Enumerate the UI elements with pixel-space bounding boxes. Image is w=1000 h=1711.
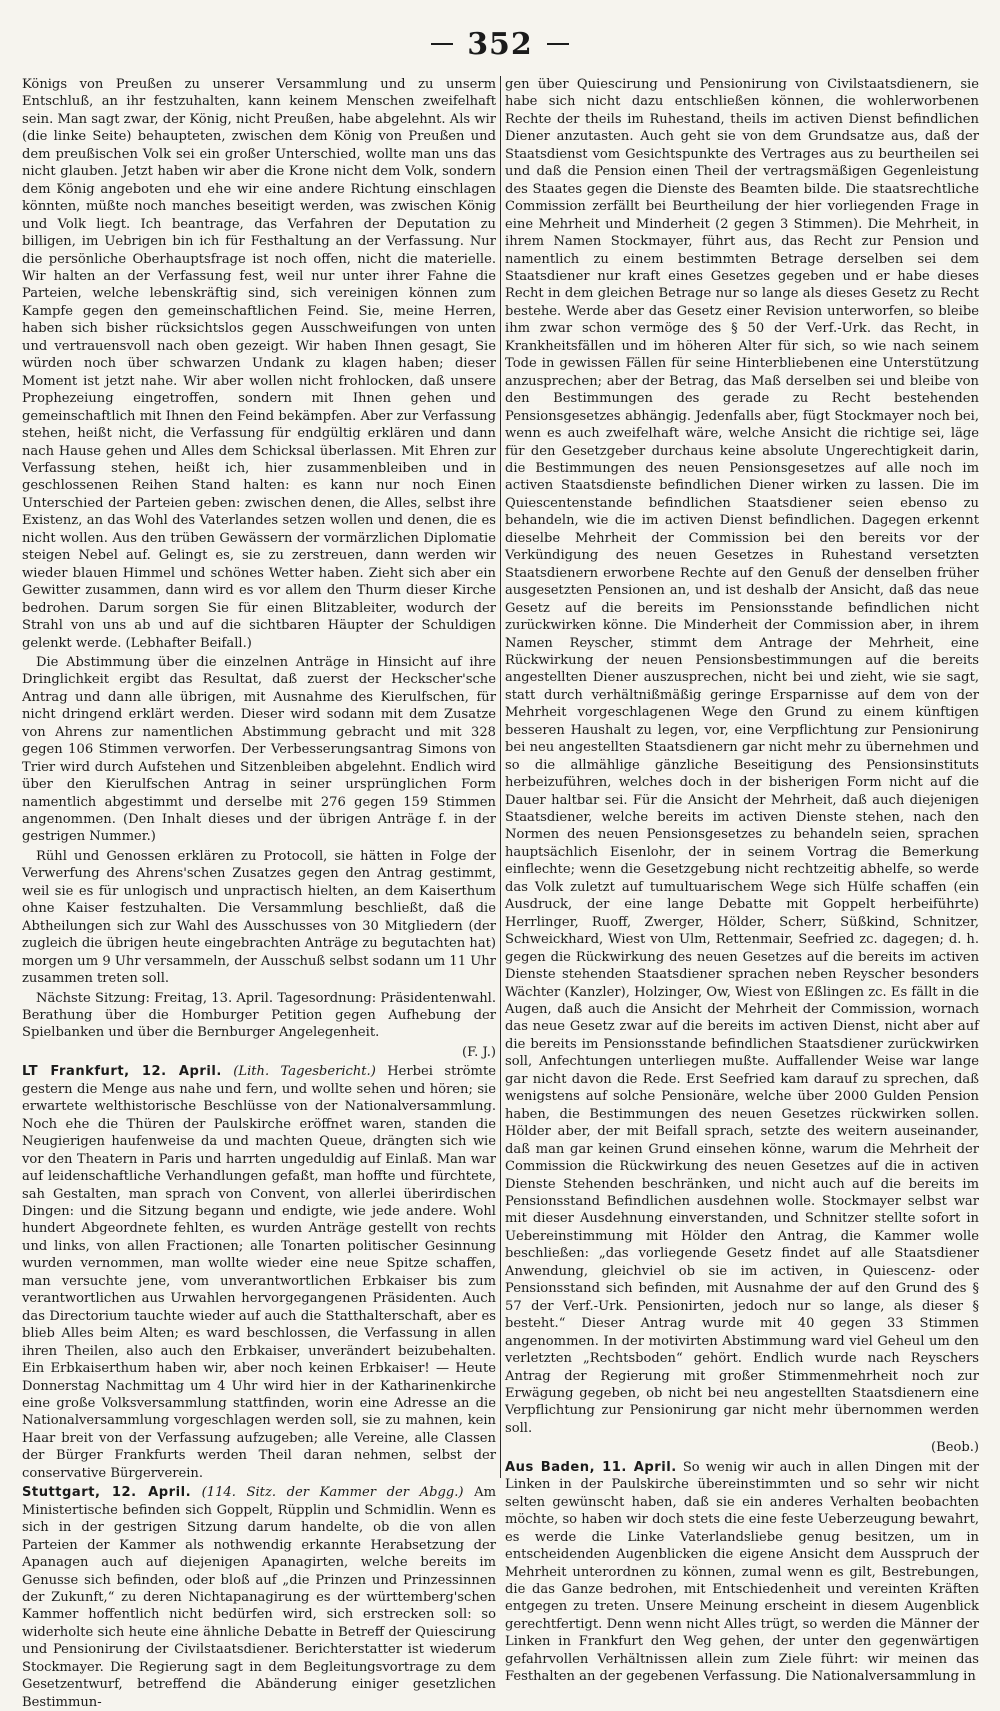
left-column (22, 76, 496, 1710)
left-paragraph-5 (22, 1063, 496, 1482)
right-column (505, 76, 979, 1685)
column-divider (500, 76, 501, 1478)
right-paragraph-1: gen über Quiescirung und Pensionirung von Civilstaatsdienern, sie habe sich nicht dazu entschließen können, die wohlerworbenen Rechte der theils im Ruhestand, theils im activen Dienst befindlichen Diener anzutasten. Auch geht sie von dem Grundsatze aus, daß der Staatsdienst vom Gesichtspunkte des Vertrages aus zu beurtheilen sei und daß die Pension einen Theil der vertragsmäßigen Gegenleistung des Staates gegen die Dienste des Beamten bilde. Die staatsrechtliche Commission zerfällt bei Beurtheilung der hier vorliegenden Frage in eine Mehrheit und Minderheit (2 gegen 3 Stimmen). Die Mehrheit, in ihrem Namen Stockmayer, führt aus, das Recht zur Pension und namentlich zu einem bestimmten Betrage derselben sei dem Staatsdiener nur kraft eines Gesetzes gegeben und er habe dieses Recht in dem gleichen Betrage nur so lange als dieses Gesetz zu Recht bestehe. Werde aber das Gesetz einer Revision unterworfen, so bleibe ihm zwar schon vermöge des § 50 der Verf.-Urk. das Recht, in Krankheitsfällen und im höheren Alter für sich, so wie nach seinem Tode in gewissen Fällen für seine Hinterbliebenen eine Unterstützung anzusprechen; aber der Betrag, das Maß derselben sei und bleibe von den Bestimmungen des gerade zu Recht bestehenden Pensionsgesetzes abhängig. Jedenfalls aber, fügt Stockmayer noch bei, wenn es auch zweifelhaft wäre, welche Ansicht die richtige sei, läge für den Gesetzgeber durchaus keine absolute Ungerechtigkeit darin, die Bestimmungen des neuen Pensionsgesetzes auf alle noch im activen Staatsdienste befindlichen Diener wirken zu lassen. Die im Quiescentenstande befindlichen Staatsdiener seien ebenso zu behandeln, wie die im activen Dienst befindlichen. Dagegen erkennt dieselbe Mehrheit der Commission bei den bereits vor der Verkündigung des neuen Gesetzes in Ruhestand versetzten Staatsdienern erworbene Rechte auf den Genuß der denselben früher ausgesetzten Pensionen an, und ist deshalb der Ansicht, daß das neue Gesetz auf die bereits im Pensionsstande befindlichen nicht zurückwirken könne. Die Minderheit der Commission aber, in ihrem Namen Reyscher, stimmt dem Antrage der Mehrheit, eine Rückwirkung der neuen Pensionsbestimmungen auf die bereits angestellten Diener auszusprechen, nicht bei und zieht, wie sie sagt, statt durch verhältnißmäßig geringe Ersparnisse auf dem von der Mehrheit vorgeschlagenen Wege den Grund zu einem künftigen besseren Haushalt zu legen, vor, eine Verpflichtung zur Pensionirung bei neu angestellten Staatsdienern gar nicht mehr zu übernehmen und so die allmählige gänzliche Beseitigung des Pensionsinstituts herbeizuführen, welches doch in der bisherigen Form nicht auf die Dauer haltbar sei. Für die Ansicht der Mehrheit, daß auch diejenigen Staatsdiener, welche bereits im activen Dienste stehen, nach den Normen des neuen Pensionsgesetzes zu behandeln seien, sprachen hauptsächlich Eisenlohr, der in seinem Vortrag die Bemerkung einflechte; wenn die Gesetzgebung nicht rechtzeitig abhelfe, so werde das Volk zuletzt auf tumultuarischem Wege sich Hülfe schaffen (ein Ausdruck, der eine lange Debatte mit Goppelt herbeiführte) Herrlinger, Ruoff, Zwerger, Hölder, Scherr, Süßkind, Schnitzer, Schweickhard, Wiest von Ulm, Rettenmair, Seefried zc. dagegen; d. h. gegen die Rückwirkung des neuen Gesetzes auf die bereits im activen Dienste stehenden Staatsdiener sprachen neben Reyscher besonders Wächter (Kanzler), Holzinger, Ow, Wiest von Eßlingen zc. Es fällt in die Augen, daß auch die Ansicht der Mehrheit der Commission, wornach das neue Gesetz zwar auf die bereits im activen Dienst, nicht aber auf die bereits im Pensionsstande befindlichen Staatsdiener zurückwirken soll, Anfechtungen unterliegen mußte. Auffallender Weise war lange gar nicht davon die Rede. Erst Seefried kam darauf zu sprechen, daß wenigstens auf solche Pensionäre, welche über 2000 Gulden Pension haben, die Bestimmungen des neuen Gesetzes rückwirken sollen. Hölder aber, der mit Beifall sprach, setzte des weitern auseinander, daß man gar keinen Grund einsehen könne, warum die Mehrheit der Commission die Rückwirkung des neuen Gesetzes auf die in activen Dienste Stehenden beschränken, und nicht auch auf die bereits im Pensionsstand Befindlichen ausdehnen wolle. Stockmayer selbst war mit dieser Ausdehnung einverstanden, und Schnitzer stellte sofort in Uebereinstimmung mit Hölder den Antrag, die Kammer wolle beschließen: „das vorliegende Gesetz findet auf alle Staatsdiener Anwendung, gleichviel ob sie im activen, in Quiescenz- oder Pensionsstand sich befinden, mit Ausnahme der auf den Grund des § 57 der Verf.-Urk. Pensionirten, jedoch nur so lange, als dieser § besteht.“ Dieser Antrag wurde mit 40 gegen 33 Stimmen angenommen. In der motivirten Abstimmung ward viel Geheul um den verletzten „Rechtsboden“ gehört. Endlich wurde nach Reyschers Antrag der Regierung mit großer Stimmenmehrheit noch zur Erwägung gegeben, ob nicht bei neu angestellten Staatsdienern eine Verpflichtung zur Pensionirung gar nicht mehr übernommen werden soll. (505, 77, 979, 1436)
header-dash-left (431, 43, 453, 45)
stuttgart-source: (114. Sitz. der Kammer der Abgg.) (201, 1485, 464, 1501)
left-paragraph-1: Königs von Preußen zu unserer Versammlung und zu unserm Entschluß, an ihr festzuhalten, kann keinem Menschen zweifelhaft sein. Man sagt zwar, der König, nicht Preußen, habe abgelehnt. Als wir (die linke Seite) behaupteten, zwischen dem König von Preußen und dem preußischen Volk sei ein großer Unterschied, wollte man uns das nicht glauben. Jetzt haben wir aber die Krone nicht dem Volk, sondern dem König angeboten und ehe wir eine andere Richtung einschlagen könnten, müßte noch manches beseitigt werden, was zwischen König und Volk liegt. Ich beantrage, das Verfahren der Deputation zu billigen, im Uebrigen bin ich für Festhaltung an der Verfassung. Nur die persönliche Oberhauptsfrage ist noch offen, nicht die materielle. Wir halten an der Verfassung fest, weil nur unter ihrer Fahne die Parteien, welche lebenskräftig sind, sich vereinigen können zum Kampfe gegen den gemeinschaftlichen Feind. Sie, meine Herren, haben sich bisher rücksichtslos gegen Ausschweifungen von unten und vertrauensvoll nach oben gezeigt. Wir haben Ihnen gesagt, Sie würden noch über schwarzen Undank zu klagen haben; dieser Moment ist jetzt nahe. Wir aber wollen nicht frohlocken, daß unsere Prophezeiung eingetroffen, sondern mit Ihnen gehen und gemeinschaftlich mit Ihnen den Feind bekämpfen. Aber zur Verfassung stehen, heißt nicht, die Verfassung für endgültig erklären und dann nach Hause gehen und Alles dem Schicksal überlassen. Mit Ehren zur Verfassung stehen, heißt ich, hier zusammenbleiben und in geschlossenen Reihen Stand halten: es kann nur noch Einen Unterschied der Parteien geben: zwischen denen, die Alles, selbst ihre Existenz, an das Wohl des Vaterlandes setzen wollen und denen, die es nicht wollen. Aus den trüben Gewässern der vormärzlichen Diplomatie steigen Nebel auf. Gelingt es, sie zu zerstreuen, dann werden wir wieder blauen Himmel und schönes Wetter haben. Zieht sich aber ein Gewitter zusammen, dann wird es vor allem den Thurm dieser Kirche bedrohen. Darum sorgen Sie für einen Blitzableiter, wodurch der Strahl von uns ab und auf die sichtbaren Häupter der Schuldigen gelenkt werde. (Lebhafter Beifall.) (22, 77, 496, 651)
frankfurt-source: (Lith. Tagesbericht.) (233, 1064, 376, 1080)
left-paragraph-4-signature: (F. J.) (462, 1044, 496, 1060)
stuttgart-dateline: Stuttgart, 12. April. (22, 1485, 192, 1501)
page-number: 352 (467, 26, 533, 62)
baden-dateline: Aus Baden, 11. April. (505, 1459, 677, 1475)
right-paragraph-2 (505, 1459, 979, 1686)
left-paragraph-2: Die Abstimmung über die einzelnen Anträge in Hinsicht auf ihre Dringlichkeit ergibt das Resultat, daß zuerst der Heckscher'sche Antrag und dann alle übrigen, mit Ausnahme des Kierulfschen, für nicht dringend erklärt werden. Dieser wird sodann mit dem Zusatze von Ahrens zur namentlichen Abstimmung gebracht und mit 328 gegen 106 Stimmen verworfen. Der Verbesserungsantrag Simons von Trier wird durch Aufstehen und Sitzenbleiben abgelehnt. Endlich wird über den Kierulfschen Antrag in seiner ursprünglichen Form namentlich abgestimmt und derselbe mit 276 gegen 159 Stimmen angenommen. (Den Inhalt dieses und der übrigen Anträge f. in der gestrigen Nummer.) (22, 654, 496, 845)
text-columns (22, 76, 980, 1710)
baden-report-text: So wenig wir auch in allen Dingen mit der Linken in der Paulskirche übereinstimmten und so sehr wir nicht selten gewünscht haben, daß sie ein anderes Verhalten beobachten möchte, so haben wir doch stets die eine feste Ueberzeugung bewahrt, es werde die Linke Vaterlandsliebe genug besitzen, um in entscheidenden Augenblicken die eigene Ansicht dem Ausspruch der Mehrheit unterordnen zu können, zumal wenn es gilt, Bestrebungen, die das Ganze bedrohen, mit Entschiedenheit und vereinten Kräften entgegen zu treten. Unsere Meinung erscheint in diesem Augenblick gerechtfertigt. Denn wenn nicht Alles trügt, so werden die Männer der Linken in Frankfurt den Weg gehen, der unter den gegenwärtigen gefahrvollen Verhältnissen allein zum Ziele führt: wir meinen das Festhalten an der gegebenen Verfassung. Die Nationalversammlung in (505, 1459, 979, 1685)
frankfurt-report-text: Herbei strömte gestern die Menge aus nahe und fern, und wollte sehen und hören; sie erwartete welthistorische Beschlüsse von der Nationalversammlung. Noch ehe die Thüren der Paulskirche eröffnet waren, standen die Neugierigen haufenweise da und machten Queue, drängten sich wie vor den Theatern in Paris und harrten ungeduldig auf Einlaß. Man war auf leidenschaftliche Verhandlungen gefaßt, man hoffte und fürchtete, sah Gestalten, man sprach von Convent, von allerlei überirdischen Dingen: und die Sitzung begann und endigte, wie jede andere. Wohl hundert Abgeordnete fehlten, es wurden Anträge gestellt von rechts und links, von allen Fractionen; alle Tonarten politischer Gesinnung wurden vernommen, man wollte wieder eine neue Spitze schaffen, man versuchte jene, vom unverantwortlichen Erbkaiser bis zum verantwortlichen aus Urwahlen hervorgegangenen Präsidenten. Auch das Directorium tauchte wieder auf auch die Statthalterschaft, aber es blieb Alles beim Alten; es ward beschlossen, die Verfassung in allen ihren Theilen, also auch den Erbkaiser, unverändert beizubehalten. Ein Erbkaiserthum haben wir, aber noch keinen Erbkaiser! — Heute Donnerstag Nachmittag um 4 Uhr wird hier in der Katharinenkirche eine große Volksversammlung stattfinden, worin eine Adresse an die Nationalversammlung vorgeschlagen werden soll, sie zu mahnen, kein Haar breit von der Verfassung aufzugeben; alle Vereine, alle Classen der Bürger Frankfurts werden Theil daran nehmen, selbst der conservative Bürgerverein. (22, 1064, 496, 1481)
right-paragraph-1-signature: (Beob.) (930, 1440, 979, 1456)
header-dash-right (547, 43, 569, 45)
left-paragraph-6 (22, 1484, 496, 1711)
page-header (0, 26, 1000, 62)
left-paragraph-3: Rühl und Genossen erklären zu Protocoll, sie hätten in Folge der Verwerfung des Ahrens'schen Zusatzes gegen den Antrag gestimmt, weil sie es für unlogisch und unpractisch hielten, an dem Kaiserthum ohne Kaiser festzuhalten. Die Versammlung beschließt, daß die Abtheilungen sich zur Wahl des Ausschusses von 30 Mitgliedern (der zugleich die übrigen heute eingebrachten Anträge zu begutachten hat) morgen um 9 Uhr versammeln, der Ausschuß selbst sodann um 11 Uhr zusammen treten soll. (22, 848, 496, 987)
frankfurt-dateline: LT Frankfurt, 12. April. (22, 1064, 222, 1080)
left-paragraph-4: Nächste Sitzung: Freitag, 13. April. Tagesordnung: Präsidentenwahl. Berathung über die Homburger Petition gegen Aufhebung der Spielbanken und über die Bernburger Angelegenheit. (22, 990, 496, 1041)
stuttgart-report-text: Am Ministertische befinden sich Goppelt, Rüpplin und Schmidlin. Wenn es sich in der gestrigen Sitzung darum handelte, ob die von allen Parteien der Kammer als nothwendig erkannte Herabsetzung der Apanagen auch auf diejenigen Apanagirten, welche bereits im Genusse sich befinden, oder bloß auf „die Prinzen und Prinzessinnen der Zukunft,“ zu deren Nichtapanagirung es der württemberg'schen Kammer hoffentlich nicht bedürfen wird, sich erstrecken soll: so widerholte sich heute eine ähnliche Debatte in Betreff der Quiescirung und Pensionirung der Civilstaatsdiener. Berichterstatter ist wiederum Stockmayer. Die Regierung sagt in dem Begleitungsvortrage zu dem Gesetzentwurf, betreffend die Abänderung einiger gesetzlichen Bestimmun- (22, 1485, 496, 1710)
